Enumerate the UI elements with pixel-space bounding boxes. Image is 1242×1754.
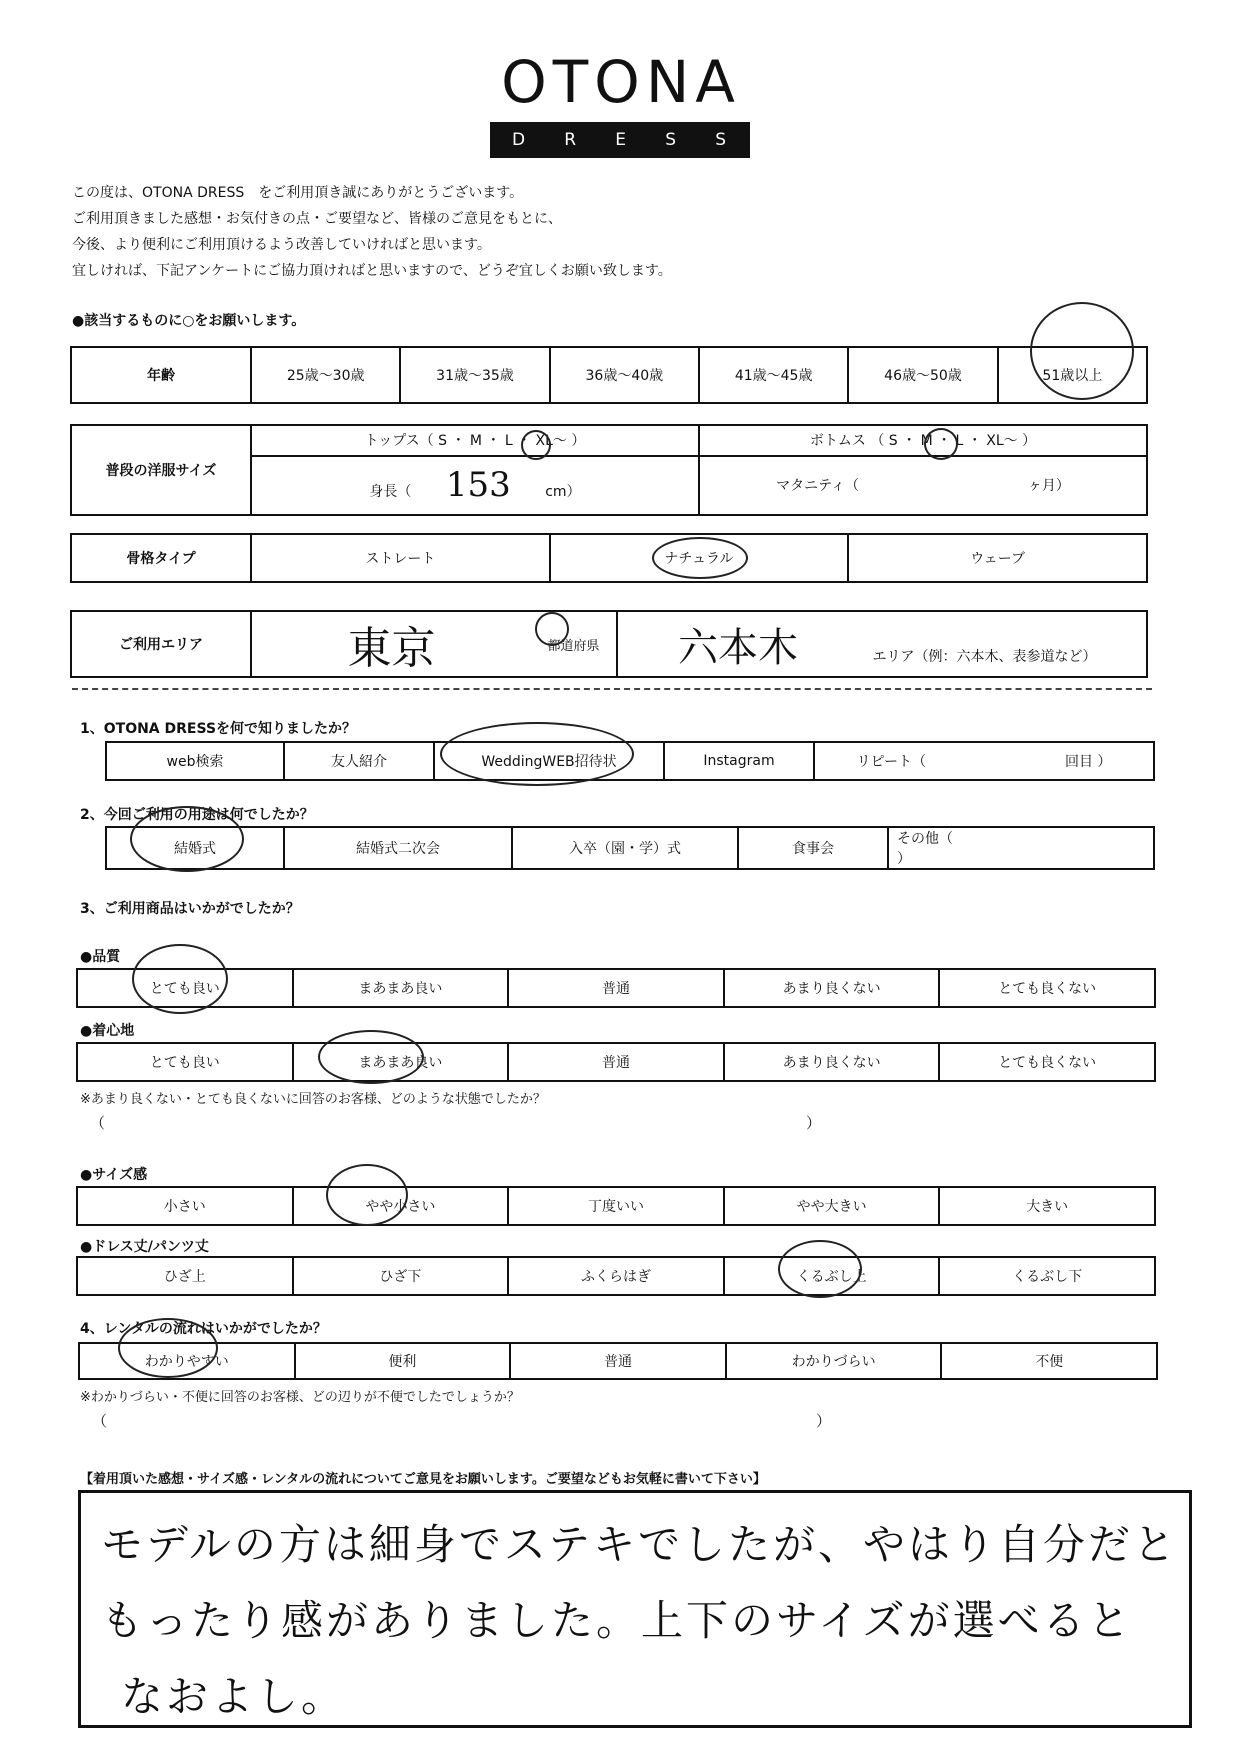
q4-option[interactable]: 便利 <box>295 1343 511 1379</box>
paren-close: ） <box>816 1412 832 1430</box>
paren-close: ） <box>806 1114 822 1132</box>
area-handwritten: 六本木 <box>678 624 798 671</box>
fit-option[interactable]: 丁度いい <box>508 1187 724 1225</box>
height-value: 153 <box>445 465 511 506</box>
q4-table <box>78 1342 1158 1380</box>
q2-title: 2、今回ご利用の用途は何でしたか？ <box>80 807 314 823</box>
frame-option-selected[interactable]: ナチュラル <box>550 534 849 582</box>
frame-option[interactable]: ストレート <box>251 534 550 582</box>
comment-line: モデルの方は細身でステキでしたが、やはり自分だと <box>101 1520 1179 1569</box>
q2-other[interactable] <box>888 827 1154 869</box>
logo-title: OTONA <box>501 48 741 116</box>
q4-option-selected[interactable]: わかりやすい <box>79 1343 295 1379</box>
logo-letter: R <box>564 130 579 150</box>
prefecture-field[interactable] <box>251 611 531 677</box>
area-label: ご利用エリア <box>71 611 251 677</box>
q4-option[interactable]: わかりづらい <box>726 1343 942 1379</box>
frame-table <box>70 533 1148 583</box>
size-label: 普段の洋服サイズ <box>71 425 251 515</box>
comfort-label: ●着心地 <box>80 1023 135 1039</box>
length-option-selected[interactable]: くるぶし上 <box>724 1257 940 1295</box>
q1-option[interactable]: Instagram <box>664 742 814 780</box>
height-field[interactable] <box>251 456 699 515</box>
length-option[interactable]: ひざ上 <box>77 1257 293 1295</box>
size-table <box>70 424 1148 516</box>
q1-option-selected[interactable]: WeddingWEB招待状 <box>434 742 664 780</box>
other-label: その他（ <box>897 831 953 847</box>
q2-option[interactable]: 結婚式二次会 <box>284 827 512 869</box>
fit-option-selected[interactable]: やや小さい <box>293 1187 509 1225</box>
maternity-label: マタニティ（ <box>776 478 859 495</box>
fit-option[interactable]: 小さい <box>77 1187 293 1225</box>
tops-sizes[interactable]: トップス（ S ・ M ・ L ・ XL〜 ） <box>251 425 699 456</box>
fit-table <box>76 1186 1156 1226</box>
q4-option[interactable]: 普通 <box>510 1343 726 1379</box>
height-label: 身長（ <box>369 484 412 501</box>
quality-table <box>76 968 1156 1008</box>
comfort-option[interactable]: とても良い <box>77 1043 293 1081</box>
maternity-field[interactable] <box>699 456 1147 515</box>
prefecture-handwritten: 東京 <box>347 623 436 674</box>
comfort-option-selected[interactable]: まあまあ良い <box>293 1043 509 1081</box>
length-label: ●ドレス丈/パンツ丈 <box>80 1239 209 1255</box>
comfort-option[interactable]: とても良くない <box>939 1043 1155 1081</box>
repeat-label: リピート（ <box>856 754 927 770</box>
intro-line: 今後、より便利にご利用頂けるよう改善していければと思います。 <box>72 237 491 253</box>
comments-header: 【着用頂いた感想・サイズ感・レンタルの流れについてご意見をお願いします。ご要望などもお気軽に書いて下さい】 <box>80 1472 766 1487</box>
area-field[interactable] <box>617 611 1147 677</box>
q1-repeat[interactable] <box>814 742 1154 780</box>
logo-letter: S <box>715 130 728 150</box>
length-option[interactable]: ひざ下 <box>293 1257 509 1295</box>
quality-option[interactable]: とても良くない <box>939 969 1155 1007</box>
paren-open: （ <box>92 1412 108 1430</box>
q1-title: 1、OTONA DRESSを何で知りましたか？ <box>80 721 357 737</box>
q1-table <box>105 741 1155 781</box>
quality-label: ●品質 <box>80 949 121 965</box>
q2-table <box>105 826 1155 870</box>
intro-line: この度は、OTONA DRESS をご利用頂き誠にありがとうございます。 <box>72 185 524 201</box>
fit-label: ●サイズ感 <box>80 1167 148 1183</box>
q2-option[interactable]: 食事会 <box>738 827 888 869</box>
q1-option[interactable]: 友人紹介 <box>284 742 434 780</box>
logo-subtitle <box>490 122 750 158</box>
paren-open: （ <box>90 1114 106 1132</box>
fit-option[interactable]: 大きい <box>939 1187 1155 1225</box>
quality-option-selected[interactable]: とても良い <box>77 969 293 1007</box>
prefecture-suffix: 都道府県 <box>531 611 617 677</box>
comment-line: もったり感がありました。上下のサイズが選べると <box>101 1596 1133 1645</box>
intro-line: 宜しければ、下記アンケートにご協力頂ければと思いますので、どうぞ宜しくお願い致します。 <box>72 263 672 279</box>
age-option[interactable]: 25歳〜30歳 <box>251 347 400 403</box>
intro-text <box>72 180 672 284</box>
comfort-option[interactable]: あまり良くない <box>724 1043 940 1081</box>
age-label: 年齢 <box>71 347 251 403</box>
frame-option[interactable]: ウェーブ <box>848 534 1147 582</box>
length-table <box>76 1256 1156 1296</box>
area-hint: エリア（例：六本木、表参道など） <box>872 648 1097 665</box>
q4-title: 4、レンタルの流れはいかがでしたか？ <box>80 1321 327 1337</box>
logo-letter: S <box>665 130 679 150</box>
repeat-unit: 回目 ） <box>1064 754 1112 770</box>
logo-letter: D <box>512 130 528 150</box>
q4-note: ※わかりづらい・不便に回答のお客様、どの辺りが不便でしたでしょうか？ <box>80 1390 520 1405</box>
quality-option[interactable]: 普通 <box>508 969 724 1007</box>
bad-note: ※あまり良くない・とても良くないに回答のお客様、どのような状態でしたか？ <box>80 1092 546 1107</box>
length-option[interactable]: ふくらはぎ <box>508 1257 724 1295</box>
comfort-option[interactable]: 普通 <box>508 1043 724 1081</box>
other-close: ） <box>897 851 911 867</box>
age-option[interactable]: 46歳〜50歳 <box>848 347 997 403</box>
height-unit: cm） <box>545 484 581 501</box>
age-option-selected[interactable]: 51歳以上 <box>998 347 1147 403</box>
divider <box>72 688 1152 690</box>
frame-label: 骨格タイプ <box>71 534 251 582</box>
q3-title: 3、ご利用商品はいかがでしたか？ <box>80 901 300 917</box>
quality-option[interactable]: あまり良くない <box>724 969 940 1007</box>
area-table <box>70 610 1148 678</box>
length-option[interactable]: くるぶし下 <box>939 1257 1155 1295</box>
q2-option[interactable]: 入卒（園・学）式 <box>512 827 738 869</box>
bottoms-sizes[interactable]: ボトムス （ S ・ M ・ L ・ XL〜 ） <box>699 425 1147 456</box>
q4-option[interactable]: 不便 <box>941 1343 1157 1379</box>
fit-option[interactable]: やや大きい <box>724 1187 940 1225</box>
instruction: ●該当するものに○をお願いします。 <box>72 313 306 329</box>
comments-box[interactable] <box>78 1490 1192 1728</box>
age-table <box>70 346 1148 404</box>
age-option[interactable]: 36歳〜40歳 <box>550 347 699 403</box>
q1-option[interactable]: web検索 <box>106 742 284 780</box>
intro-line: ご利用頂きました感想・お気付きの点・ご要望など、皆様のご意見をもとに、 <box>72 211 562 227</box>
age-option[interactable]: 31歳〜35歳 <box>400 347 549 403</box>
comment-line: なおよし。 <box>121 1672 347 1721</box>
comfort-table <box>76 1042 1156 1082</box>
maternity-unit: ヶ月） <box>1027 478 1070 495</box>
q2-option-selected[interactable]: 結婚式 <box>106 827 284 869</box>
logo-letter: E <box>615 130 629 150</box>
age-option[interactable]: 41歳〜45歳 <box>699 347 848 403</box>
quality-option[interactable]: まあまあ良い <box>293 969 509 1007</box>
